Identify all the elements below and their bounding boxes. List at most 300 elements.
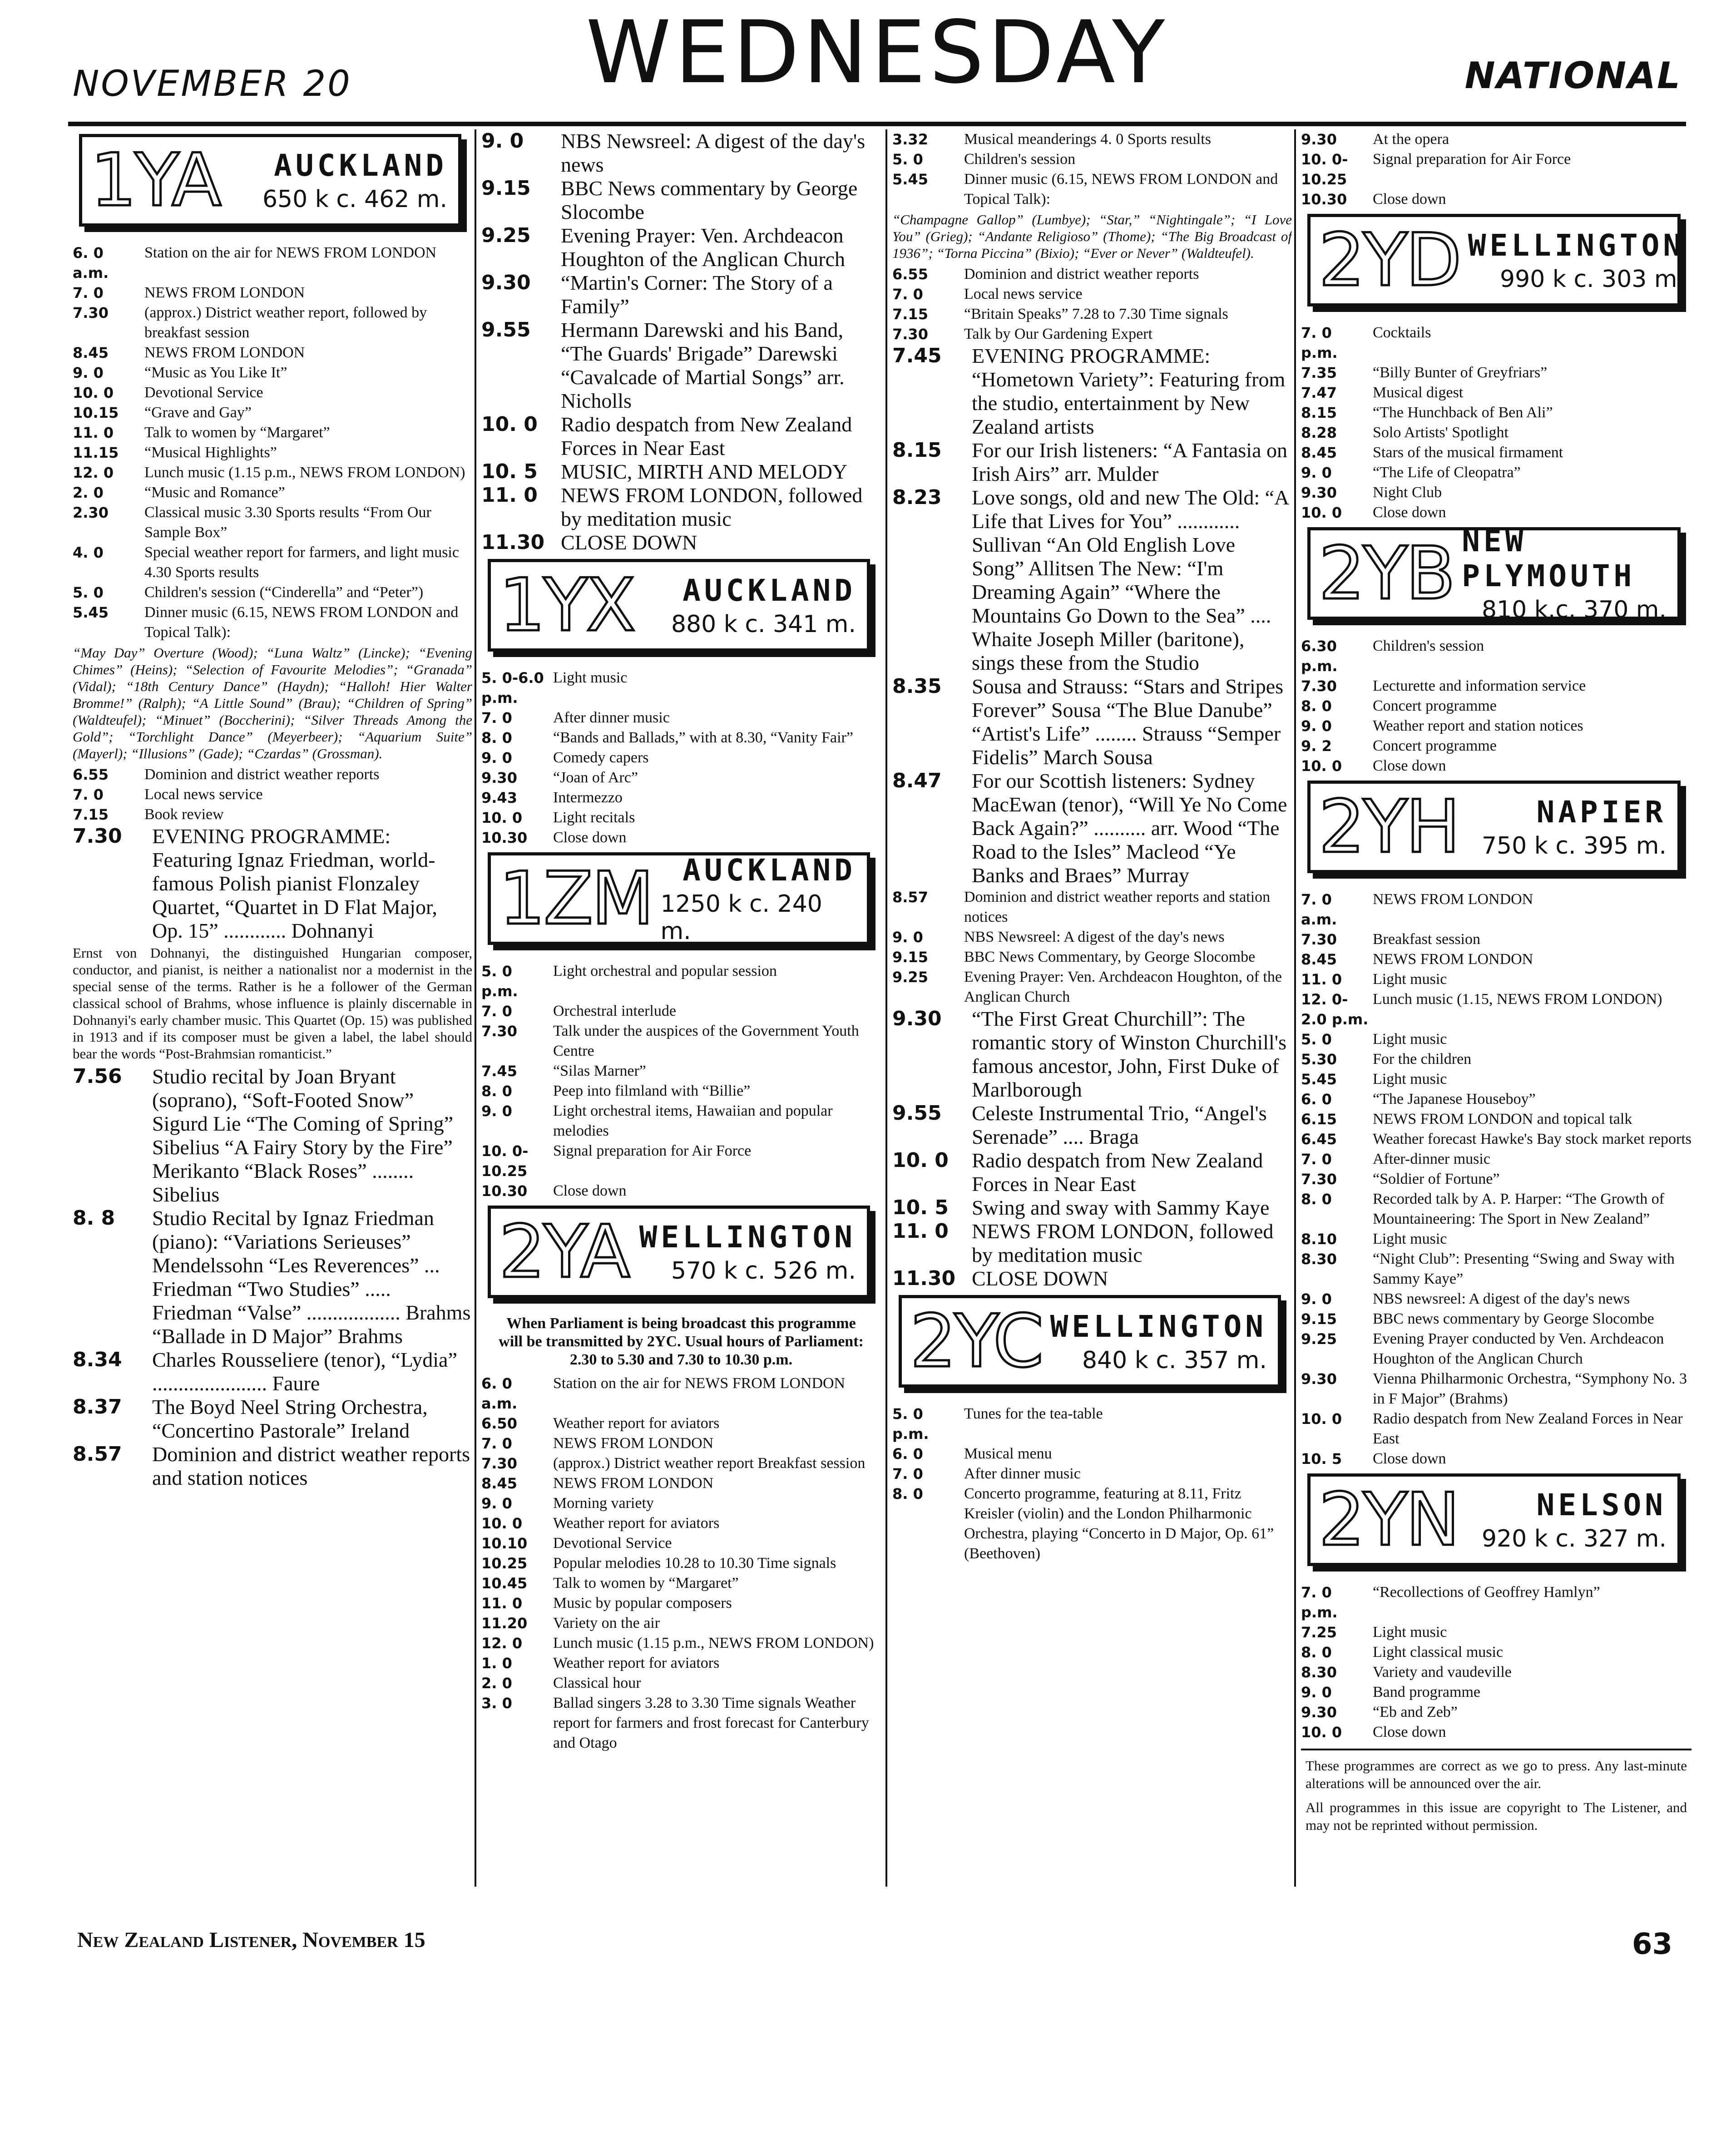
page-title: WEDNESDAY — [586, 2, 1169, 103]
schedule-row — [73, 1348, 472, 1395]
programme-title: “Grave and Gay” — [144, 404, 252, 421]
schedule-row — [73, 1206, 472, 1348]
schedule-row — [73, 503, 472, 543]
programme-title: Radio despatch from New Zealand Forces in Near East — [561, 413, 852, 460]
programme-time: 10. 5 — [892, 1196, 949, 1219]
programme-time: 9. 2 — [1301, 737, 1332, 755]
schedule-row — [1301, 383, 1691, 403]
schedule-row — [1301, 1449, 1691, 1469]
schedule-row — [481, 1613, 881, 1633]
schedule-row — [481, 1513, 881, 1533]
schedule-row — [1301, 503, 1691, 523]
schedule-row — [1301, 189, 1691, 209]
schedule-row — [481, 1533, 881, 1553]
programme-time: 11. 0 — [73, 424, 114, 441]
schedule-row — [892, 967, 1292, 1007]
schedule-row — [481, 1553, 881, 1573]
programme-title: Night Club — [1373, 484, 1442, 501]
programme-title: Talk by Our Gardening Expert — [964, 326, 1152, 342]
programme-time: 11.20 — [481, 1615, 528, 1632]
station-frequency: 1250 k c. 240 m. — [660, 890, 822, 945]
programme-time: 8.28 — [1301, 424, 1337, 441]
programme-time: 8.57 — [73, 1443, 122, 1466]
programme-title: Popular melodies 10.28 to 10.30 Time signals — [553, 1555, 836, 1572]
programme-title: Tunes for the tea-table — [964, 1405, 1103, 1422]
programme-time: 10. 0 — [481, 1515, 523, 1532]
programme-time: 10.15 — [73, 404, 119, 421]
dinner-music-list: “Champagne Gallop” (Lumbye); “Star,” “Nightingale”; “I Love You” (Grieg); “Andante Religioso” (Thome); “The Big Broadcast of 1936”; “Torna Piccina” (Bixio); “Ever or Never” (Waldteufel). — [892, 212, 1292, 261]
programme-title: Cocktails — [1373, 324, 1431, 341]
schedule-row — [1301, 1169, 1691, 1189]
column-4 — [1301, 129, 1691, 1900]
schedule-row — [1301, 1229, 1691, 1249]
programme-time: 9.25 — [481, 224, 531, 247]
programme-title: Dominion and district weather reports and station notices — [964, 889, 1271, 925]
schedule-row — [73, 583, 472, 603]
programme-time: 9.25 — [892, 969, 928, 986]
schedule-row — [892, 264, 1292, 284]
station-call-sign: 1ZM — [499, 856, 653, 941]
programme-time: 5. 0 — [73, 584, 104, 601]
schedule-row — [481, 1673, 881, 1693]
station-call-sign: 2YC — [910, 1299, 1042, 1384]
programme-title: “The Life of Cleopatra” — [1373, 464, 1521, 481]
schedule-row — [481, 1473, 881, 1493]
programme-time: 7. 0 — [73, 786, 104, 803]
station-box-2ya — [488, 1206, 870, 1298]
programme-title: Stars of the musical firmament — [1373, 444, 1563, 461]
station-box-2yd — [1307, 214, 1685, 306]
programme-time: 2. 0 — [73, 484, 104, 501]
programme-time: 10. 5 — [1301, 1450, 1342, 1468]
network-label: NATIONAL — [1464, 54, 1682, 97]
schedule-row — [892, 284, 1292, 304]
schedule-row — [73, 825, 472, 943]
station-box-2yh — [1307, 781, 1681, 873]
programme-time: 10. 0 — [892, 1149, 949, 1172]
schedule-row — [1301, 636, 1691, 676]
schedule-row — [892, 486, 1292, 675]
programme-time: 5. 0 — [1301, 1031, 1332, 1048]
station-frequency: 750 k c. 395 m. — [1481, 832, 1667, 860]
programme-time: 9.30 — [1301, 1704, 1337, 1721]
programme-time: 8.45 — [481, 1475, 517, 1492]
programme-title: Radio despatch from New Zealand Forces in Near East — [1373, 1410, 1683, 1447]
schedule-row — [892, 1267, 1292, 1290]
station-call-sign: 2YA — [499, 1209, 628, 1294]
programme-title: Classical hour — [553, 1675, 641, 1691]
schedule-list — [1301, 1582, 1691, 1742]
programme-title: Evening Prayer: Ven. Archdeacon Houghton of the Anglican Church — [561, 224, 846, 271]
station-city: NAPIER — [1536, 794, 1667, 830]
station-frequency: 650 k c. 462 m. — [262, 185, 447, 213]
programme-title: NEWS FROM LONDON — [1373, 891, 1533, 908]
programme-title: CLOSE DOWN — [561, 531, 697, 554]
programme-title: Band programme — [1373, 1684, 1480, 1700]
schedule-list — [73, 243, 472, 642]
programme-time: 9.30 — [1301, 484, 1337, 501]
schedule-row — [892, 1149, 1292, 1196]
schedule-row — [892, 1404, 1292, 1444]
programme-time: 5.30 — [1301, 1051, 1337, 1068]
station-box-1yx — [488, 559, 870, 652]
programme-title: Light music — [1373, 1071, 1447, 1087]
schedule-row — [73, 765, 472, 785]
programme-time: 9.30 — [481, 271, 531, 294]
programme-title: Local news service — [144, 786, 263, 803]
programme-time: 7.30 — [73, 304, 109, 321]
schedule-row — [73, 1395, 472, 1443]
programme-title: NEWS FROM LONDON and topical talk — [1373, 1111, 1632, 1127]
programme-time: 7.47 — [1301, 384, 1337, 401]
schedule-row — [73, 1443, 472, 1490]
programme-title: Signal preparation for Air Force — [553, 1142, 752, 1159]
schedule-row — [481, 271, 881, 318]
programme-time: 9. 0 — [1301, 1684, 1332, 1701]
programme-title: BBC News Commentary, by George Slocombe — [964, 949, 1256, 965]
programme-title: Orchestral interlude — [553, 1003, 676, 1019]
programme-time: 5. 0 p.m. — [892, 1405, 929, 1443]
programme-title: Comedy capers — [553, 749, 649, 766]
schedule-row — [1301, 149, 1691, 189]
programme-time: 9.15 — [481, 177, 531, 200]
station-call-sign: 2YH — [1319, 784, 1459, 869]
schedule-row — [481, 484, 881, 531]
programme-title: EVENING PROGRAMME: “Hometown Variety”: Featuring from the studio, entertainment by New Zealand artists — [972, 344, 1286, 438]
programme-time: 8.45 — [73, 344, 109, 361]
schedule-row — [481, 808, 881, 828]
programme-title: BBC News commentary by George Slocombe — [561, 177, 858, 223]
schedule-list — [892, 1007, 1292, 1290]
copyright-note: All programmes in this issue are copyright to The Listener, and may not be reprinted without permission. — [1306, 1799, 1687, 1833]
programme-time: 7.35 — [1301, 364, 1337, 381]
programme-time: 11. 0 — [481, 484, 538, 507]
station-box-1ya — [79, 134, 461, 227]
programme-title: NEWS FROM LONDON — [553, 1475, 714, 1492]
programme-time: 7.15 — [892, 306, 928, 323]
programme-title: Close down — [553, 829, 627, 846]
programme-time: 9. 0 — [481, 1495, 512, 1512]
schedule-row — [1301, 736, 1691, 756]
schedule-row — [481, 177, 881, 224]
programme-time: 7.30 — [1301, 931, 1337, 948]
schedule-row — [1301, 1249, 1691, 1289]
parliament-notice: When Parliament is being broadcast this programme will be transmitted by 2YC. Usual hours of Parliament: 2.30 to 5.30 and 7.30 to 10.30 p.m. — [499, 1315, 864, 1368]
programme-title: Light orchestral items, Hawaiian and popular melodies — [553, 1102, 833, 1139]
schedule-list — [481, 961, 881, 1201]
programme-title: Concert programme — [1373, 737, 1497, 754]
programme-time: 9. 0 — [1301, 1290, 1332, 1308]
schedule-row — [1301, 1149, 1691, 1169]
programme-time: 5. 0-6.0 p.m. — [481, 669, 544, 707]
programme-title: Weather forecast Hawke's Bay stock market reports — [1373, 1131, 1691, 1147]
programme-time: 8. 0 — [1301, 1644, 1332, 1661]
column-divider — [475, 129, 476, 1887]
schedule-row — [1301, 463, 1691, 483]
programme-time: 8.10 — [1301, 1231, 1337, 1248]
programme-title: Talk under the auspices of the Government Youth Centre — [553, 1023, 859, 1059]
schedule-row — [73, 343, 472, 363]
schedule-row — [1301, 1662, 1691, 1682]
schedule-row — [1301, 1109, 1691, 1129]
programme-title: Close down — [1373, 757, 1446, 774]
programme-title: Breakfast session — [1373, 931, 1481, 948]
programme-time: 8. 0 — [481, 729, 512, 746]
schedule-row — [1301, 1702, 1691, 1722]
schedule-list — [1301, 636, 1691, 776]
programme-title: “Bands and Ballads,” with at 8.30, “Vanity Fair” — [553, 729, 853, 746]
programme-title: NEWS FROM LONDON, followed by meditation music — [561, 484, 863, 530]
programme-time: 7. 0 — [1301, 1151, 1332, 1168]
programme-title: Close down — [1373, 504, 1446, 521]
schedule-row — [73, 603, 472, 642]
programme-time: 5.45 — [1301, 1071, 1337, 1088]
programme-time: 7.45 — [892, 344, 942, 367]
programme-title: Children's session — [1373, 638, 1484, 654]
schedule-row — [73, 383, 472, 403]
programme-title: Devotional Service — [144, 384, 263, 401]
schedule-row — [892, 927, 1292, 947]
programme-time: 9.30 — [1301, 131, 1337, 148]
programme-time: 9. 0 — [481, 129, 524, 153]
programme-title: Lunch music (1.15, NEWS FROM LONDON) — [1373, 991, 1662, 1008]
schedule-row — [73, 483, 472, 503]
schedule-row — [73, 785, 472, 805]
programme-title: Light music — [1373, 971, 1447, 988]
station-city: WELLINGTON — [1050, 1309, 1267, 1344]
schedule-row — [1301, 890, 1691, 929]
station-city: NEW PLYMOUTH — [1462, 524, 1636, 593]
programme-title: Peep into filmland with “Billie” — [553, 1082, 751, 1099]
programme-time: 7. 0 p.m. — [1301, 1584, 1338, 1621]
schedule-row — [481, 1101, 881, 1141]
schedule-row — [73, 805, 472, 825]
programme-title: Weather report and station notices — [1373, 717, 1583, 734]
programme-time: 9.15 — [892, 949, 928, 966]
schedule-row — [1301, 969, 1691, 989]
programme-title: “Silas Marner” — [553, 1063, 646, 1079]
schedule-row — [892, 769, 1292, 887]
schedule-row — [481, 1453, 881, 1473]
programme-title: NBS newsreel: A digest of the day's news — [1373, 1290, 1630, 1307]
station-call-sign: 1YX — [499, 563, 634, 647]
schedule-row — [1301, 1642, 1691, 1662]
programme-time: 7. 0 — [481, 1003, 512, 1020]
programme-time: 11.30 — [481, 531, 545, 554]
schedule-row — [73, 403, 472, 423]
programme-title: Radio despatch from New Zealand Forces in Near East — [972, 1149, 1263, 1196]
schedule-row — [892, 304, 1292, 324]
programme-title: Light music — [1373, 1231, 1447, 1247]
programme-time: 8. 0 — [1301, 697, 1332, 715]
programme-time: 7. 0 p.m. — [1301, 324, 1338, 361]
programme-time: 10. 0 — [481, 809, 523, 826]
programme-title: Morning variety — [553, 1495, 654, 1512]
schedule-row — [1301, 1069, 1691, 1089]
schedule-list — [892, 344, 1292, 887]
schedule-row — [481, 1001, 881, 1021]
programme-title: Lecturette and information service — [1373, 677, 1586, 694]
programme-title: Children's session — [964, 151, 1076, 168]
schedule-row — [481, 768, 881, 788]
programme-title: “Billy Bunter of Greyfriars” — [1373, 364, 1548, 381]
programme-time: 7.30 — [892, 326, 928, 343]
schedule-row — [1301, 1622, 1691, 1642]
schedule-row — [73, 443, 472, 463]
programme-title: Close down — [553, 1182, 627, 1199]
programme-time: 9.30 — [892, 1007, 942, 1030]
programme-note: Ernst von Dohnanyi, the distinguished Hungarian composer, conductor, and pianist, is neither a nationalist nor a modernist in the special sense of the terms. Rather is he a follower of the German classical school of Brahms, whose influence is plainly discernable in Dohnanyi's early chamber music. This Quartet (Op. 15) was published in 1913 and if its composer must be given a label, the label should bear the words “Post-Brahmsian romanticist.” — [73, 945, 472, 1062]
programme-time: 10. 5 — [481, 460, 538, 483]
station-frequency: 880 k c. 341 m. — [671, 610, 856, 638]
station-city: AUCKLAND — [683, 573, 856, 608]
programme-time: 11.15 — [73, 444, 119, 461]
programme-time: 12. 0-2.0 p.m. — [1301, 991, 1369, 1028]
programme-time: 7.15 — [73, 806, 109, 823]
schedule-row — [1301, 1582, 1691, 1622]
programme-time: 7. 0 — [481, 709, 512, 726]
programme-title: Dinner music (6.15, NEWS FROM LONDON and Topical Talk): — [144, 604, 459, 641]
schedule-row — [73, 1065, 472, 1206]
programme-title: “Music and Romance” — [144, 484, 285, 501]
programme-time: 9. 0 — [1301, 464, 1332, 481]
programme-time: 10. 0-10.25 — [1301, 151, 1348, 188]
programme-time: 11. 0 — [892, 1220, 949, 1243]
programme-time: 6. 0 a.m. — [73, 244, 109, 282]
programme-title: Special weather report for farmers, and light music 4.30 Sports results — [144, 544, 459, 581]
programme-title: “Soldier of Fortune” — [1373, 1171, 1500, 1187]
programme-title: Lunch music (1.15 p.m., NEWS FROM LONDON) — [553, 1635, 874, 1651]
programme-time: 8.30 — [1301, 1250, 1337, 1268]
programme-title: Light music — [1373, 1624, 1447, 1641]
programme-time: 7.30 — [73, 825, 122, 848]
schedule-list — [1301, 129, 1691, 209]
column-1 — [73, 129, 472, 1900]
programme-time: 4. 0 — [73, 544, 104, 561]
programme-title: At the opera — [1373, 131, 1449, 148]
programme-title: “Martin's Corner: The Story of a Family” — [561, 271, 833, 318]
programme-title: Evening Prayer conducted by Ven. Archdeacon Houghton of the Anglican Church — [1373, 1330, 1664, 1367]
programme-time: 9. 0 — [1301, 717, 1332, 735]
schedule-row — [892, 129, 1292, 149]
programme-time: 8.37 — [73, 1395, 122, 1418]
programme-title: Talk to women by “Margaret” — [144, 424, 330, 441]
schedule-row — [892, 169, 1292, 209]
programme-title: Classical music 3.30 Sports results “From Our Sample Box” — [144, 504, 431, 541]
programme-title: Weather report for aviators — [553, 1515, 720, 1532]
station-call-sign: 2YD — [1319, 217, 1460, 302]
programme-title: Hermann Darewski and his Band, “The Guards' Brigade” Darewski “Cavalcade of Martial Songs” arr. Nicholls — [561, 318, 845, 412]
programme-time: 6. 0 a.m. — [481, 1375, 518, 1412]
programme-title: “Joan of Arc” — [553, 769, 638, 786]
schedule-row — [892, 1196, 1292, 1220]
programme-time: 10. 0 — [73, 384, 114, 401]
programme-time: 7. 0 — [892, 1465, 923, 1483]
programme-time: 8.35 — [892, 675, 942, 698]
schedule-row — [481, 129, 881, 177]
programme-title: Studio Recital by Ignaz Friedman (piano): “Variations Serieuses” Mendelssohn “Les Reverences” ... Friedman “Two Studies” ..... Friedman “Valse” .................. Brahms “Ballade in D Major” Brahms — [152, 1206, 471, 1348]
programme-time: 6.55 — [892, 266, 928, 283]
programme-time: 6.55 — [73, 766, 109, 783]
programme-time: 9.30 — [1301, 1370, 1337, 1388]
programme-time: 8.45 — [1301, 951, 1337, 968]
programme-time: 7.30 — [1301, 677, 1337, 695]
programme-time: 7. 0 — [892, 286, 923, 303]
programme-title: For our Irish listeners: “A Fantasia on Irish Airs” arr. Mulder — [972, 439, 1288, 485]
schedule-row — [73, 283, 472, 303]
programme-time: 6.45 — [1301, 1131, 1337, 1148]
schedule-list — [1301, 323, 1691, 523]
station-city: AUCKLAND — [683, 852, 856, 888]
programme-title: Concerto programme, featuring at 8.11, Fritz Kreisler (violin) and the London Philharmonic Orchestra, playing “Concerto in D Major, Op. 61” (Beethoven) — [964, 1485, 1274, 1562]
programme-title: “Eb and Zeb” — [1373, 1704, 1458, 1720]
programme-time: 8.15 — [1301, 404, 1337, 421]
programme-title: Charles Rousseliere (tenor), “Lydia” ...................... Faure — [152, 1348, 457, 1395]
programme-time: 7.30 — [481, 1455, 517, 1472]
programme-title: Light music — [553, 669, 628, 686]
station-call-sign: 2YB — [1319, 531, 1454, 616]
top-rule — [68, 122, 1686, 126]
programme-time: 8.47 — [892, 769, 942, 792]
schedule-row — [481, 728, 881, 748]
schedule-row — [481, 1181, 881, 1201]
programme-time: 10. 0 — [1301, 1410, 1342, 1428]
schedule-row — [1301, 1129, 1691, 1149]
station-box-1zm — [488, 852, 870, 945]
schedule-row — [1301, 1029, 1691, 1049]
programme-time: 11. 0 — [481, 1595, 523, 1612]
programme-time: 11. 0 — [1301, 971, 1342, 988]
schedule-row — [481, 1374, 881, 1413]
programme-title: Station on the air for NEWS FROM LONDON — [144, 244, 437, 261]
programme-time: 12. 0 — [73, 464, 114, 481]
programme-time: 9.55 — [892, 1102, 942, 1125]
schedule-row — [1301, 1289, 1691, 1309]
schedule-row — [1301, 323, 1691, 363]
programme-title: NEWS FROM LONDON — [1373, 951, 1533, 968]
programme-title: (approx.) District weather report, followed by breakfast session — [144, 304, 427, 341]
schedule-row — [1301, 1189, 1691, 1229]
station-frequency: 990 k c. 303 m. — [1500, 265, 1685, 293]
programme-time: 10. 0 — [1301, 757, 1342, 775]
schedule-list — [892, 887, 1292, 1007]
programme-title: Celeste Instrumental Trio, “Angel's Serenade” .... Braga — [972, 1102, 1267, 1148]
column-3 — [892, 129, 1292, 1900]
programme-title: NEWS FROM LONDON — [553, 1435, 714, 1452]
station-box-2yc — [899, 1295, 1281, 1388]
programme-time: 6.50 — [481, 1415, 517, 1432]
programme-time: 8. 8 — [73, 1206, 115, 1230]
programme-title: “The Japanese Houseboy” — [1373, 1091, 1536, 1107]
programme-title: Vienna Philharmonic Orchestra, “Symphony No. 3 in F Major” (Brahms) — [1373, 1370, 1687, 1407]
schedule-row — [73, 423, 472, 443]
programme-title: Devotional Service — [553, 1535, 672, 1552]
schedule-row — [1301, 696, 1691, 716]
programme-title: Dominion and district weather reports — [964, 266, 1199, 282]
station-frequency: 570 k c. 526 m. — [671, 1257, 856, 1285]
programme-time: 8.45 — [1301, 444, 1337, 461]
programme-title: Close down — [1373, 1724, 1446, 1740]
programme-title: After dinner music — [553, 709, 670, 726]
schedule-row — [481, 1593, 881, 1613]
programme-title: Sousa and Strauss: “Stars and Stripes Forever” Sousa “The Blue Danube” “Artist's Life” ........ Strauss “Semper Fidelis” March Sousa — [972, 675, 1284, 769]
programme-title: Light music — [1373, 1031, 1447, 1048]
schedule-row — [481, 413, 881, 460]
programme-time: 10.30 — [1301, 191, 1347, 208]
schedule-row — [1301, 1309, 1691, 1329]
programme-time: 8.30 — [1301, 1664, 1337, 1681]
programme-time: 6. 0 — [1301, 1091, 1332, 1108]
